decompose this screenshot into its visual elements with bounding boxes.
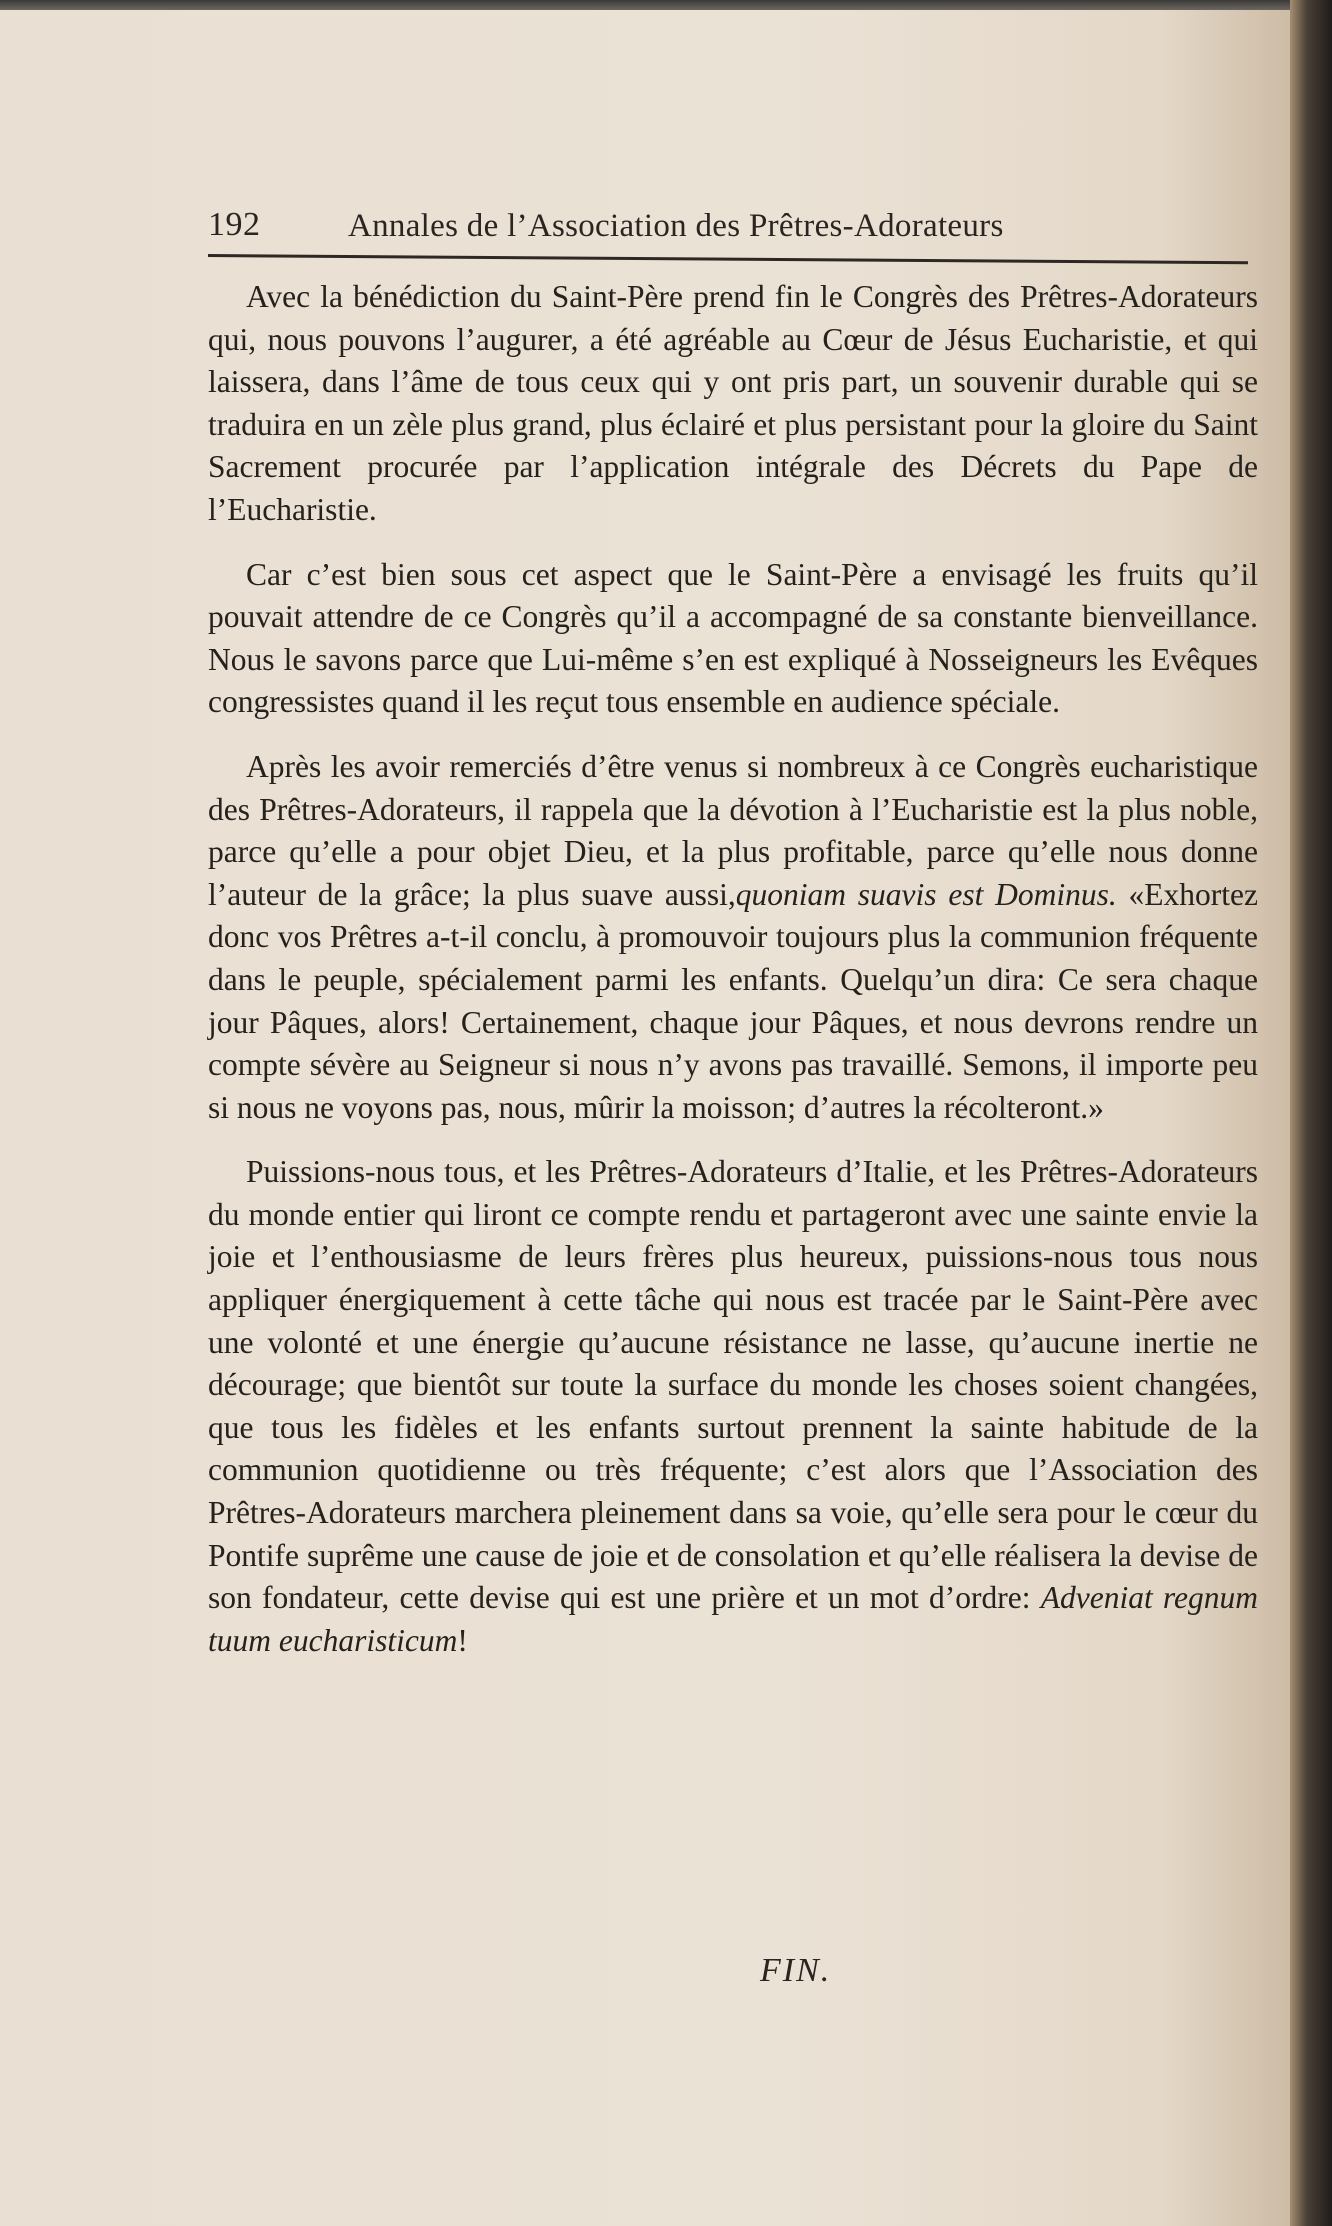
book-spine-shadow — [1290, 0, 1332, 2226]
paragraph-4 — [208, 1151, 1258, 1662]
latin-quote: quoniam suavis est Dominus. — [735, 876, 1117, 912]
paragraph-4-text-a: Puissions-nous tous, et les Prêtres-Adorateurs d’Italie, et les Prêtres-Adorateurs du monde entier qui liront ce compte rendu et partageront avec une sainte envie la joie et l’enthousiasme de leurs frères plus heureux, puissions-nous tous nous appliquer énergiquement à cette tâche qui nous est tracée par le Saint-Père avec une volonté et une énergie qu’aucune résistance ne lasse, qu’aucune inertie ne décourage; que bientôt sur toute la surface du monde les choses soient changées, que tous les fidèles et les enfants surtout prennent la sainte habitude de la communion quotidienne ou très fréquente; c’est alors que l’Association des Prêtres-Adorateurs marchera pleinement dans sa voie, qu’elle sera pour le cœur du Pontife suprême une cause de joie et de consolation et qu’elle réalisera la devise de son fondateur, cette devise qui est une prière et un mot d’ordre: — [208, 1154, 1258, 1616]
running-head: Annales de l’Association des Prêtres-Adorateurs — [348, 208, 1004, 244]
paragraph-4-text-b: ! — [457, 1622, 468, 1658]
page-top-edge — [0, 0, 1290, 10]
paragraph-2: Car c’est bien sous cet aspect que le Saint-Père a envisagé les fruits qu’il pouvait attendre de ce Congrès qu’il a accompagné de sa constante bienveillance. Nous le savons parce que Lui-même s’en est expliqué à Nosseigneurs les Evêques congressistes quand il les reçut tous ensemble en audience spéciale. — [208, 556, 1258, 720]
closing-fin: FIN. — [760, 1952, 832, 1989]
body-text — [208, 276, 1258, 1684]
paragraph-3 — [208, 746, 1258, 1129]
paragraph-3-text-b: «Exhortez donc vos Prêtres a-t-il conclu, à promouvoir toujours plus la communion fréquente dans le peuple, spécialement parmi les enfants. Quelqu’un dira: Ce sera chaque jour Pâques, alors! Certainement, chaque jour Pâques, et nous devrons rendre un compte sévère au Seigneur si nous n’y avons pas travaillé. Semons, il importe peu si nous ne voyons pas, nous, mûrir la moisson; d’autres la récolteront.» — [208, 876, 1259, 1125]
header-rule — [208, 254, 1248, 264]
motto: Adveniat regnum tuum eucharisticum — [208, 1580, 1259, 1658]
page-header — [208, 206, 1248, 256]
page-number: 192 — [208, 206, 261, 243]
paragraph-1: Avec la bénédiction du Saint-Père prend fin le Congrès des Prêtres-Adorateurs qui, nous pouvons l’augurer, a été agréable au Cœur de Jésus Eucharistie, et qui laissera, dans l’âme de tous ceux qui y ont pris part, un souvenir durable qui se traduira en un zèle plus grand, plus éclairé et plus persistant pour la gloire du Saint Sacrement procurée par l’application intégrale des Décrets du Pape de l’Eucharistie. — [208, 279, 1258, 527]
paragraph-3-text-a: Après les avoir remerciés d’être venus si nombreux à ce Congrès eucharistique des Prêtres-Adorateurs, il rappela que la dévotion à l’Eucharistie est la plus noble, parce qu’elle a pour objet Dieu, et la plus profitable, parce qu’elle nous donne l’auteur de la grâce; la plus suave aussi, — [208, 748, 1258, 912]
